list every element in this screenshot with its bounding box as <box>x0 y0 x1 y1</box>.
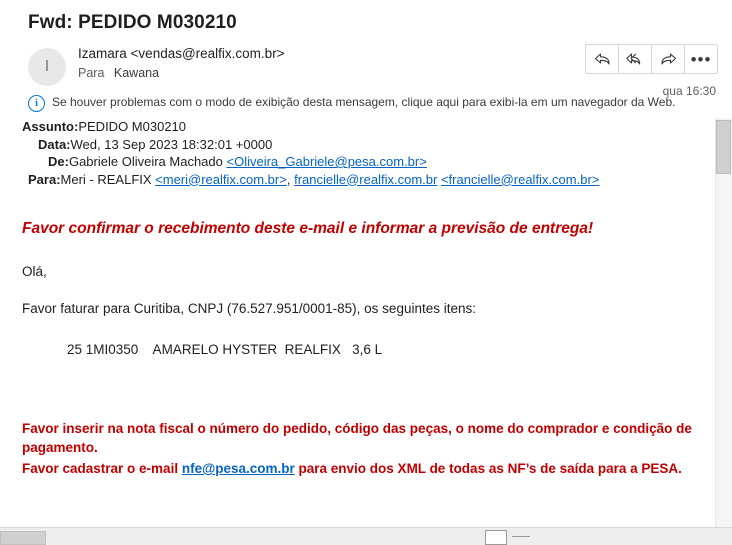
to-label: Para <box>78 66 105 80</box>
order-item-line: 25 1MI0350 AMARELO HYSTER REALFIX 3,6 L <box>67 342 383 357</box>
sender-email[interactable]: <vendas@realfix.com.br> <box>130 46 285 61</box>
subject-bar <box>0 0 732 40</box>
message-actions <box>586 44 718 74</box>
sender-name[interactable]: Izamara <box>78 46 127 61</box>
message-timestamp: qua 16:30 <box>662 84 716 98</box>
message-header <box>0 40 732 98</box>
forwarded-to-email-link-3[interactable]: <francielle@realfix.com.br> <box>440 171 600 187</box>
horizontal-scrollbar-thumb[interactable] <box>0 531 46 545</box>
message-body <box>0 220 732 478</box>
vertical-scrollbar-track[interactable] <box>715 118 732 528</box>
forwarded-to-email-link-2[interactable]: francielle@realfix.com.br <box>294 171 438 187</box>
forwarded-from-email-link[interactable]: <Oliveira_Gabriele@pesa.com.br> <box>226 154 427 169</box>
invoice-request-text: Favor faturar para Curitiba, CNPJ (76.527.951/0001-85), os seguintes itens: <box>22 301 476 316</box>
avatar: I <box>28 48 66 86</box>
forwarded-to-row <box>22 171 716 189</box>
forwarded-to-value: Meri - REALFIX <box>60 171 156 187</box>
closing-instructions <box>22 419 716 478</box>
forwarded-to-separator-1: , <box>286 171 295 187</box>
page-title: Fwd: PEDIDO M030210 <box>28 12 237 33</box>
forwarded-date-row <box>22 136 716 154</box>
bottom-strip <box>0 527 732 545</box>
forwarded-from-label: De: <box>48 154 69 169</box>
view-in-browser-bar[interactable] <box>0 90 732 116</box>
closing-line-2-pre: Favor cadastrar o e-mail <box>22 461 182 476</box>
ellipsis-icon: ••• <box>690 49 712 69</box>
closing-line-2 <box>22 459 716 478</box>
forwarded-subject-value: PEDIDO M030210 <box>78 119 187 134</box>
to-value[interactable]: Kawana <box>113 66 160 80</box>
reply-button[interactable] <box>585 44 619 74</box>
reply-all-button[interactable] <box>618 44 652 74</box>
vertical-scrollbar-thumb[interactable] <box>716 120 731 174</box>
reply-all-arrow-icon <box>626 52 645 66</box>
forwarded-from-row <box>22 153 716 171</box>
forward-button[interactable] <box>651 44 685 74</box>
forwarded-to-email-link-1[interactable]: <meri@realfix.com.br> <box>155 171 287 187</box>
forward-arrow-icon <box>660 52 677 66</box>
more-actions-button[interactable] <box>684 44 718 74</box>
confirmation-alert-text: Favor confirmar o recebimento deste e-mail e informar a previsão de entrega! <box>22 220 594 237</box>
forwarded-subject-row <box>22 118 716 136</box>
nfe-email-link[interactable]: nfe@pesa.com.br <box>181 461 295 476</box>
forwarded-subject-label: Assunto: <box>22 119 79 134</box>
forwarded-date-label: Data: <box>38 136 71 152</box>
forwarded-from-value: Gabriele Oliveira Machado <box>68 154 227 169</box>
reply-arrow-icon <box>594 52 611 66</box>
forwarded-to-label: Para: <box>28 171 61 187</box>
closing-line-1: Favor inserir na nota fiscal o número do pedido, código das peças, o nome do comprador e condição de pagamento. <box>22 421 692 455</box>
view-in-browser-text[interactable]: Se houver problemas com o modo de exibição desta mensagem, clique aqui para exibi-la em um navegador da Web. <box>52 95 676 109</box>
greeting-text: Olá, <box>22 264 47 279</box>
closing-line-2-post: para envio dos XML de todas as NF’s de saída para a PESA. <box>294 461 682 476</box>
forwarded-date-value: Wed, 13 Sep 2023 18:32:01 +0000 <box>70 136 273 152</box>
info-icon: i <box>28 95 45 112</box>
bottom-center-box <box>485 530 507 545</box>
forwarded-header-block <box>0 116 732 188</box>
bottom-divider-line <box>512 536 530 537</box>
